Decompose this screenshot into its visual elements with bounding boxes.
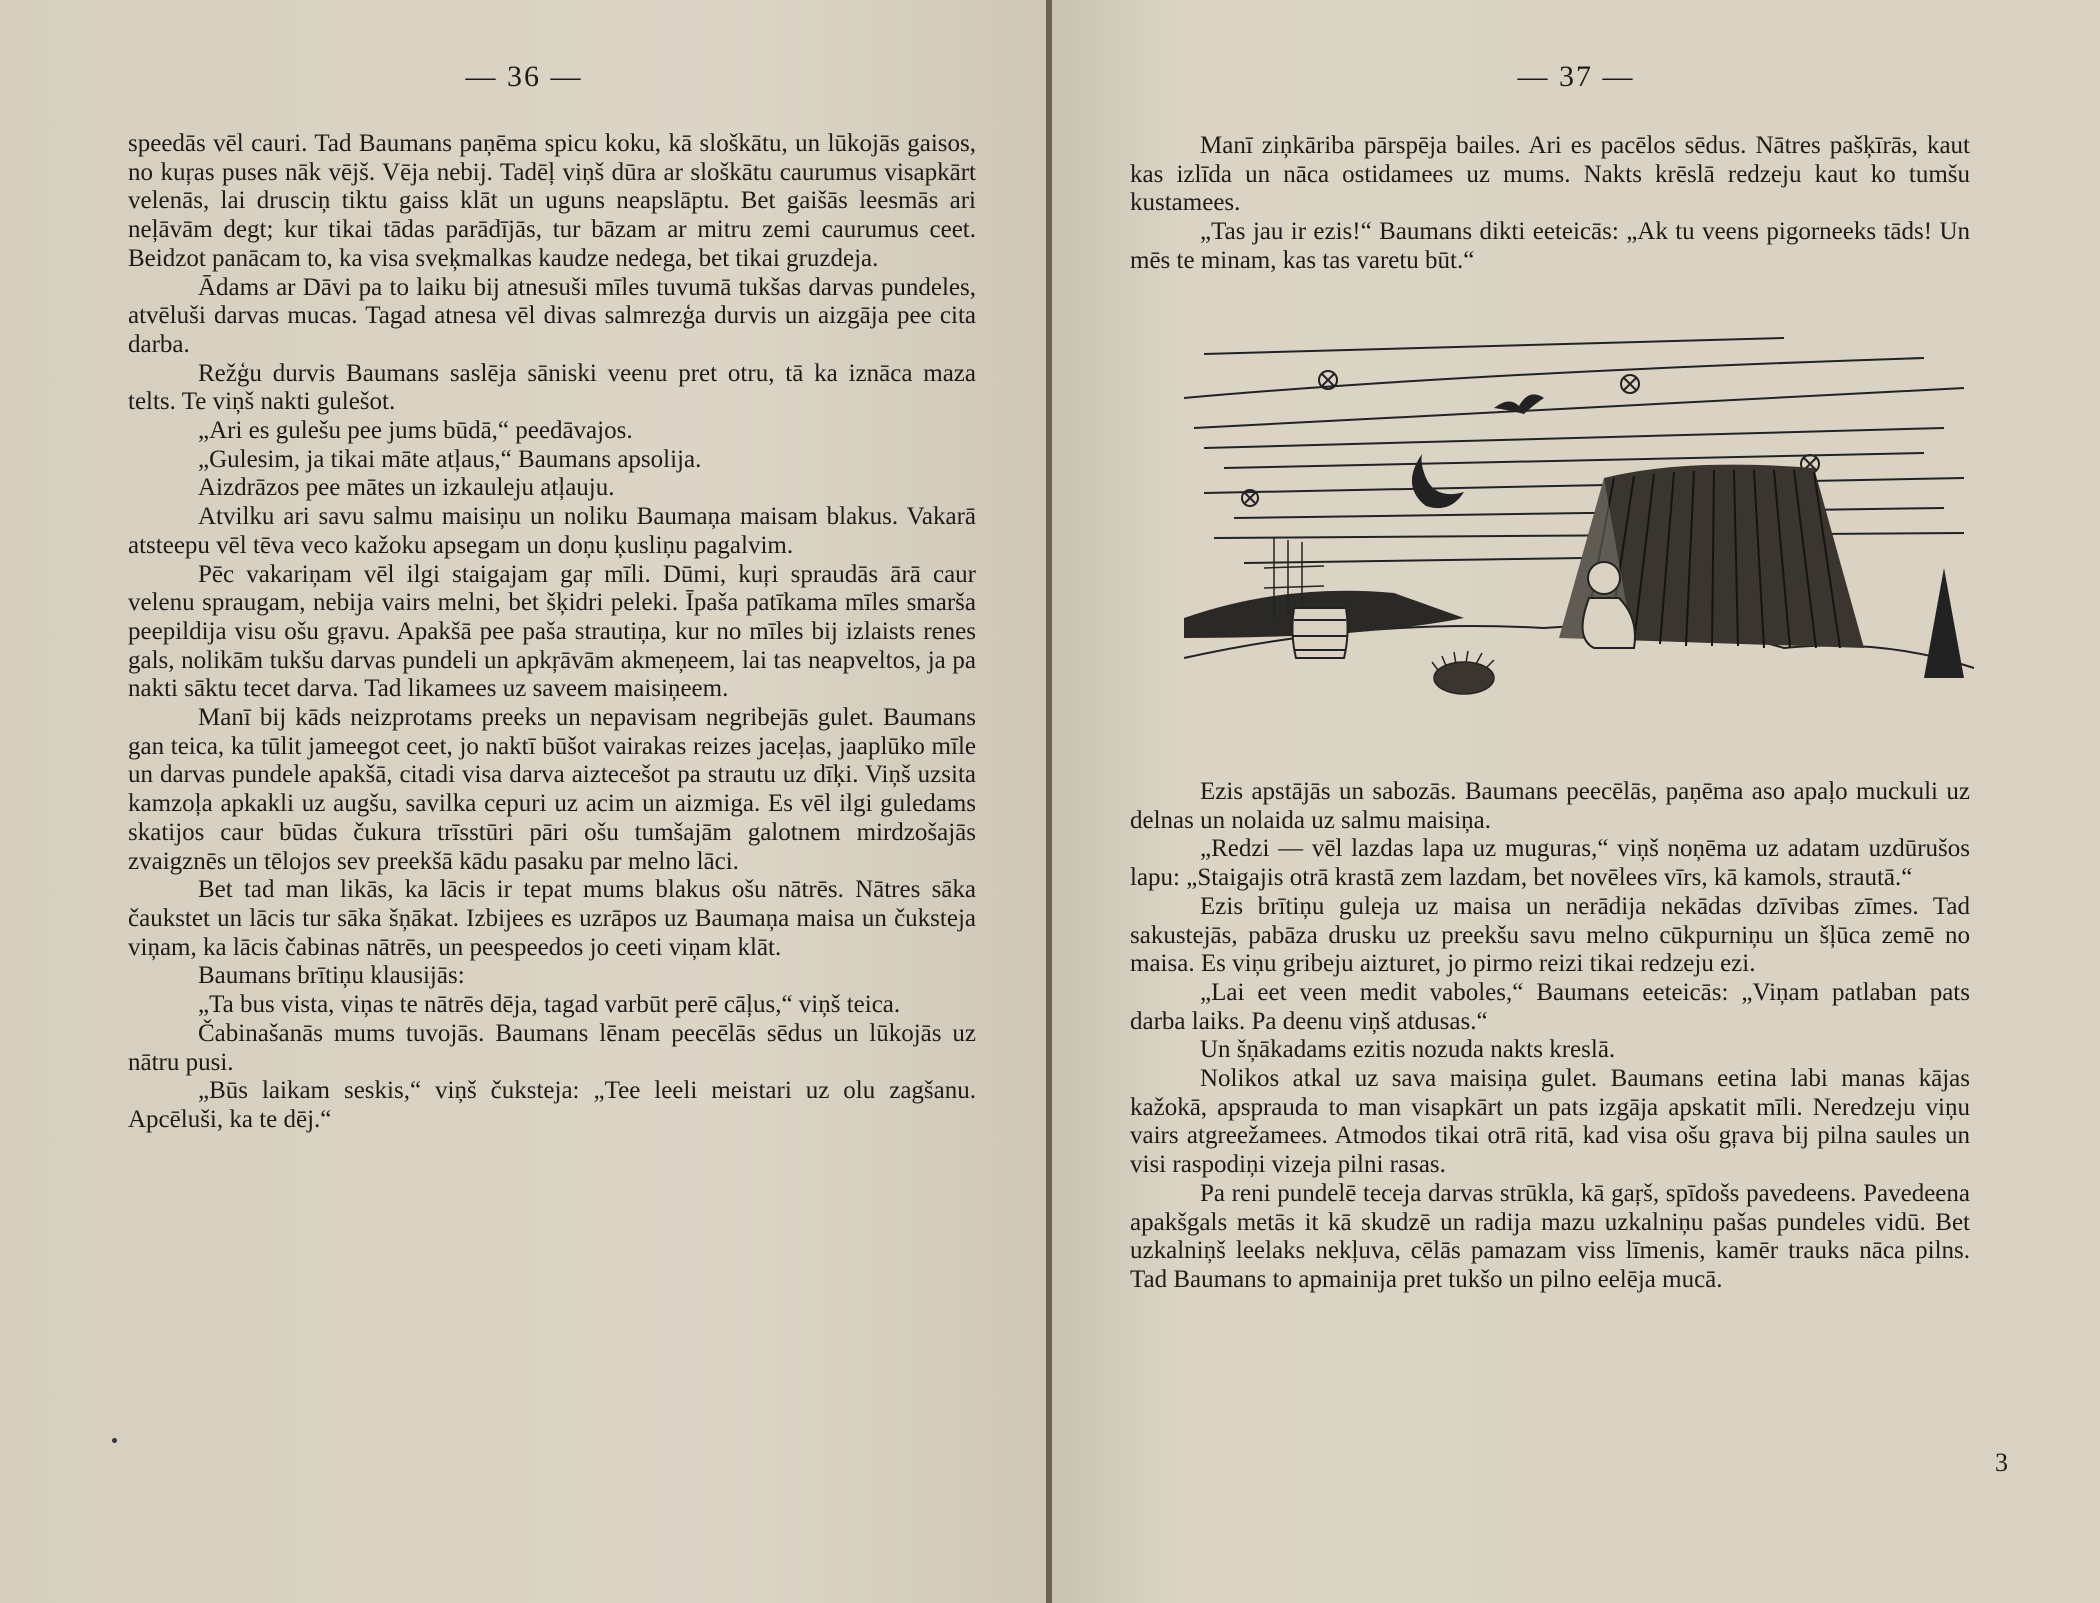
paragraph: „Lai eet veen medit vaboles,“ Baumans eeteicās: „Viņam patlaban pats darba laiks. Pa deenu viņš atdusas.“ xyxy=(1130,978,1970,1035)
tree xyxy=(1924,568,1964,678)
paragraph: Ezis brītiņu guleja uz maisa un nerādija nekādas dzīvibas zīmes. Tad sakustejās, pabāza drusku uz preekšu savu melno cūkpurniņu un šļūca zemē no maisa. Es viņu gribeju aizturet, jo pirmo reizi tikai redzeju ezi. xyxy=(1130,892,1970,978)
right-page xyxy=(1052,0,2100,1603)
hedgehog-night-illustration xyxy=(1164,318,1994,758)
ink-dot xyxy=(112,1438,117,1443)
paragraph: Pēc vakariņam vēl ilgi staigajam gaŗ mīli. Dūmi, kuŗi spraudās ārā caur velenu spraugam, nebija vairs melni, bet šķidri peleki. Īpaša patīkama mīles smarša peepildija visu ošu gŗavu. Apakšā pee paša strautiņa, kur no mīles bij izlaists renes gals, nolikām tukšu darvas pundeli un apkŗāvām akmeņeem, lai tas neapveltos, ja pa nakti sāktu tecet darva. Tad likamees uz saveem maisiņeem. xyxy=(128,560,976,703)
paragraph: Režģu durvis Baumans saslēja sāniski veenu pret otru, tā ka iznāca maza telts. Te viņš nakti gulešot. xyxy=(128,359,976,416)
right-page-text-top xyxy=(1130,132,1970,276)
paragraph: Pa reni pundelē teceja darvas strūkla, kā gaŗš, spīdošs pavedeens. Pavedeena apakšgals metās it kā skudzē un radija mazu uzkalniņu pašas pundeles vidū. Bet uzkalniņš leelaks nekļuva, cēlās pamazam viss līmenis, kamēr trauks nāca pilns. Tad Baumans to apmainija pret tukšo un pilno eelēja mucā. xyxy=(1130,1179,1970,1293)
paragraph: Ādams ar Dāvi pa to laiku bij atnesuši mīles tuvumā tukšas darvas pundeles, atvēluši darvas mucas. Tagad atnesa vēl divas salmrezģa durvis un aizgāja pee cita darba. xyxy=(128,273,976,358)
paragraph: speedās vēl cauri. Tad Baumans paņēma spicu koku, kā sloškātu, un lūkojās gaisos, no kuŗas puses nāk vējš. Vēja nebij. Tadēļ viņš dūra ar sloškātu caurumus visapkārt velenās, lai drusciņ tiktu gaiss klāt un uguns neapslāptu. Bet gaišās leesmās ari neļāvām degt; kur tikai tādas parādījās, tur bāzam ar mitru zemi caurumus ceet. Beidzot panācam to, ka visa sveķmalkas kaudze nedega, bet tikai gruzdeja. xyxy=(128,130,976,272)
paragraph: Aizdrāzos pee mātes un izkauleju atļauju. xyxy=(198,474,615,502)
paragraph: Nolikos atkal uz sava maisiņa gulet. Baumans eetina labi manas kājas kažokā, apsprauda to man visapkārt un pats izgāja apskatit mīli. Neredzeju viņu vairs atgreežamees. Atmodos tikai otrā ritā, kad visa ošu gŗava bij pilna saules un visi raspodiņi vizeja pilni rasas. xyxy=(1130,1065,1970,1179)
paragraph: „Tas jau ir ezis!“ Baumans dikti eeteicās: „Ak tu veens pigorneeks tāds! Un mēs te minam, kas tas varetu būt.“ xyxy=(1130,218,1970,274)
left-page-text xyxy=(128,130,976,1135)
paragraph: Čabinašanās mums tuvojās. Baumans lēnam peecēlās sēdus un lūkojās uz nātru pusi. xyxy=(128,1019,976,1076)
paragraph: „Redzi — vēl lazdas lapa uz muguras,“ viņš noņēma uz adatam uzdūrušos lapu: „Staigajis otrā krastā zem lazdam, bet novēlees vīrs, kā kamols, strautā.“ xyxy=(1130,835,1970,892)
hedgehog-icon xyxy=(1432,651,1494,694)
paragraph: Manī bij kāds neizprotams preeks un nepavisam negribejās gulet. Baumans gan teica, ka tūlit jameegot ceet, jo naktī būšot vairakas reizes jaceļas, jaaplūko mīle un darvas pundele apakšā, citadi visa darva aiztecešot pa strautu uz dīķi. Viņš uzsita kamzoļa apkakli uz augšu, savilka cepuri uz acim un aizmiga. Es vēl ilgi guledams skatijos caur būdas čukura trīsstūri pāri ošu tumšajām galotnem mirdzošajās zvaigznēs un tēlojos sev preekšā kādu pasaku par melno lāci. xyxy=(128,704,976,875)
barrel xyxy=(1292,608,1348,658)
left-page xyxy=(0,0,1048,1603)
paragraph: Manī ziņkāriba pārspēja bailes. Ari es pacēlos sēdus. Nātres pašķīrās, kaut kas izlīda un nāca ostidamees uz mums. Nakts krēslā redzeju kaut ko tumšu kustamees. xyxy=(1130,132,1970,217)
paragraph: Bet tad man likās, ka lācis ir tepat mums blakus ošu nātrēs. Nātres sāka čaukstet un lācis tur sāka šņākat. Izbijees es uzrāpos uz Baumaņa maisa un čuksteja viņam, ka lācis čabinas nātrēs, un peespeedos jo ceeti viņam klāt. xyxy=(128,876,976,961)
paragraph: „Gulesim, ja tikai māte atļaus,“ Baumans apsolija. xyxy=(198,445,702,473)
paragraph: Atvilku ari savu salmu maisiņu un noliku Baumaņa maisam blakus. Vakarā atsteepu vēl tēva veco kažoku apsegam un doņu ķusliņu pagalvim. xyxy=(128,503,976,559)
right-page-text-bottom xyxy=(1130,778,1970,1295)
paragraph: „Ta bus vista, viņas te nātrēs dēja, tagad varbūt perē cāļus,“ viņš teica. xyxy=(198,991,901,1019)
paragraph: „Ari es gulešu pee jums būdā,“ peedāvajos. xyxy=(198,417,633,445)
paragraph: Un šņākadams ezitis nozuda nakts kreslā. xyxy=(1200,1036,1616,1064)
paragraph: „Būs laikam seskis,“ viņš čuksteja: „Tee leeli meistari uz olu zagšanu. Apcēluši, ka te dēj.“ xyxy=(128,1077,976,1133)
paragraph: Baumans brītiņu klausijās: xyxy=(198,962,465,990)
page-number-left: — 36 — xyxy=(465,60,583,93)
signature-mark: 3 xyxy=(1995,1448,2008,1477)
paragraph: Ezis apstājās un sabozās. Baumans peecēlās, paņēma aso apaļo muckuli uz delnas un nolaida uz salmu maisiņa. xyxy=(1130,778,1970,834)
page-number-right: — 37 — xyxy=(1517,60,1635,93)
sky-lines xyxy=(1184,338,1964,563)
